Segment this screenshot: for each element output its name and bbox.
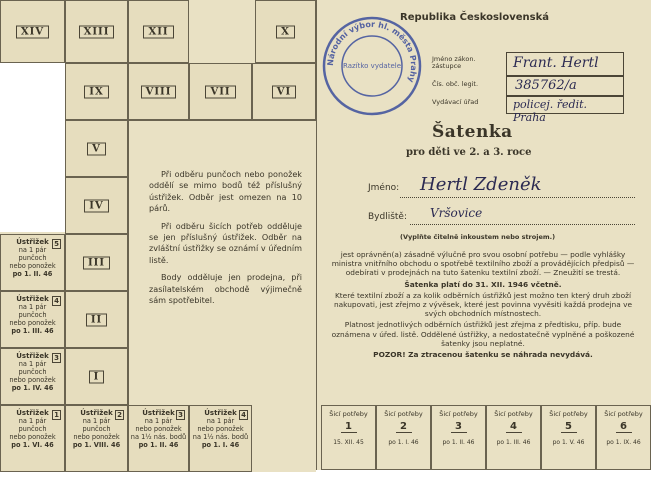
coupon-iii[interactable]: [65, 234, 128, 291]
coupon-title: Ústřižek: [80, 409, 113, 417]
coupon-line: nebo ponožek: [9, 262, 56, 270]
coupon-title: Ústřižek: [16, 238, 49, 246]
coupon-date: po 1. IV. 46: [11, 384, 54, 392]
sewing-number: 1: [341, 421, 357, 433]
coupon-line: punčoch: [18, 311, 47, 319]
coupon-title: Ústřižek: [204, 409, 237, 417]
coupon-index: 5: [54, 240, 59, 248]
sewing-number: 5: [561, 421, 577, 433]
sewing-label: Šicí potřeby: [329, 410, 368, 418]
coupon-line: na 1 pár: [18, 246, 47, 254]
warning-text: Za ztracenou šatenku se náhrada nevydává.: [408, 350, 593, 360]
sewing-date: po 1. II. 46: [442, 439, 475, 446]
coupon-xii[interactable]: [128, 0, 189, 63]
residence-underline: [410, 224, 635, 225]
coupon-ii[interactable]: [65, 291, 128, 348]
office-field[interactable]: [506, 96, 624, 124]
coupon-number: IX: [84, 85, 108, 98]
sewing-coupon[interactable]: [486, 405, 541, 470]
sewing-label: Šicí potřeby: [604, 410, 643, 418]
label-name: Jméno:: [368, 183, 400, 193]
coupon-index: 4: [54, 297, 59, 305]
coupon-line: na 1½ nás. bodů: [192, 433, 249, 441]
coupon-vii[interactable]: [189, 63, 252, 120]
sewing-number: 3: [451, 421, 467, 433]
name-underline: [400, 197, 635, 198]
coupon-title: Ústřižek: [16, 295, 49, 303]
label-residence: Bydliště:: [368, 212, 408, 222]
coupon-date: po 1. VIII. 46: [72, 441, 121, 449]
instructions-panel: [128, 120, 316, 435]
coupon-line: punčoch: [18, 425, 47, 433]
coupon-line: punčoch: [18, 368, 47, 376]
sewing-date: po 1. III. 46: [496, 439, 531, 446]
stamp-inner-text: Razítko vydatele: [343, 62, 401, 70]
coupon-number: XIII: [79, 25, 115, 38]
stocking-coupon[interactable]: [65, 405, 128, 472]
sewing-label: Šicí potřeby: [549, 410, 588, 418]
sewing-date: 15. XII. 45: [333, 439, 364, 446]
coupon-number: II: [86, 313, 107, 326]
sewing-coupon[interactable]: [596, 405, 651, 470]
sewing-number: 6: [616, 421, 632, 433]
name-value: Hertl Zdeněk: [420, 174, 542, 195]
warning-line: [328, 350, 638, 359]
coupon-line: nebo ponožek: [197, 425, 244, 433]
coupon-date: po 1. II. 46: [138, 441, 179, 449]
id-value: 385762/a: [515, 78, 577, 93]
coupon-number: X: [276, 25, 295, 38]
sewing-coupon-row: [316, 405, 651, 470]
coupon-i[interactable]: [65, 348, 128, 405]
coupon-line: nebo ponožek: [9, 376, 56, 384]
deputy-value: Frant. Hertl: [513, 55, 599, 71]
coupon-v[interactable]: [65, 120, 128, 177]
sewing-coupon[interactable]: [541, 405, 596, 470]
coupon-date: po 1. III. 46: [11, 327, 54, 335]
instruction-paragraph: Při odběru punčoch nebo ponožek oddělí se mimo bodů též příslušný ústřižek. Odběr jest omezen na 10 párů.: [149, 169, 302, 214]
coupon-xiv[interactable]: [0, 0, 65, 63]
body-paragraph: Platnost jednotlivých odběrních ústřižků jest zřejma z předtisku, příp. bude oznámena v úřed. listě. Oddělené ústřižky, a nedostatečně vyplněné a poškozené šatenky jsou neplatné.: [331, 320, 635, 348]
sewing-label: Šicí potřeby: [384, 410, 423, 418]
sewing-label: Šicí potřeby: [494, 410, 533, 418]
coupon-number: V: [87, 142, 106, 155]
coupon-line: na 1 pár: [144, 417, 173, 425]
coupon-index: 3: [54, 354, 59, 362]
coupon-date: po 1. I. 46: [201, 441, 240, 449]
coupon-index: 3: [178, 411, 183, 419]
coupon-index: 2: [117, 411, 122, 419]
sewing-coupon[interactable]: [376, 405, 431, 470]
fill-note: (Vyplňte čitelně inkoustem nebo strojem.): [400, 233, 556, 241]
coupon-line: na 1 pár: [18, 360, 47, 368]
coupon-viii[interactable]: [128, 63, 189, 120]
stocking-coupon[interactable]: [0, 234, 65, 291]
coupon-index: 4: [241, 411, 246, 419]
card-title: Šatenka: [432, 122, 513, 142]
body-paragraph: Které textilní zboží a za kolik odběrních ústřižků jest možno ten který druh zboží nakupovati, jest zřejmo z vývěsek, které jest povinna vyvěsiti každá prodejna ve svých obchodních místnostech.: [333, 290, 633, 319]
validity-line: Šatenka platí do 31. XII. 1946 včetně.: [404, 279, 562, 289]
coupon-title: Ústřižek: [16, 352, 49, 360]
coupon-number: VII: [205, 85, 235, 98]
coupon-line: nebo ponožek: [135, 425, 182, 433]
coupon-number: VIII: [141, 85, 177, 98]
coupon-title: Ústřižek: [142, 409, 175, 417]
body-paragraph: jest oprávněn(a) zásadně výlučně pro svou osobní potřebu — podle vyhlášky ministra vnitřního obchodu o spotřebě textilního zboží a provádějících předpisů — odebírati v prodejnách na tuto šatenku textilní zboží. — Zneužití se trestá.: [331, 250, 635, 278]
deputy-field[interactable]: [506, 52, 624, 76]
coupon-index: 1: [54, 411, 59, 419]
coupon-line: na 1 pár: [18, 417, 47, 425]
coupon-line: nebo ponožek: [9, 319, 56, 327]
coupon-date: po 1. VI. 46: [11, 441, 54, 449]
coupon-line: nebo ponožek: [73, 433, 120, 441]
coupon-number: III: [83, 256, 110, 269]
sewing-date: po 1. IX. 46: [606, 439, 641, 446]
coupon-xiii[interactable]: [65, 0, 128, 63]
coupon-number: XII: [143, 25, 173, 38]
coupon-iv[interactable]: [65, 177, 128, 234]
coupon-line: nebo ponožek: [9, 433, 56, 441]
card-subtitle: pro děti ve 2. a 3. roce: [406, 147, 532, 158]
stocking-coupon[interactable]: [0, 348, 65, 405]
coupon-date: po 1. II. 46: [12, 270, 53, 278]
coupon-line: na 1 pár: [206, 417, 235, 425]
sewing-date: po 1. V. 46: [552, 439, 585, 446]
instruction-paragraph: Body odděluje jen prodejna, při zasílatelském obchodě výjimečně sám spotřebitel.: [149, 272, 302, 306]
residence-value: Vršovice: [430, 206, 483, 220]
republic-header: Republika Československá: [400, 12, 549, 23]
sewing-number: 2: [396, 421, 412, 433]
warning-label: POZOR!: [373, 350, 406, 360]
coupon-x[interactable]: [255, 0, 316, 63]
coupon-line: na 1 pár: [82, 417, 111, 425]
stamp-outer-text: Národní výbor hl. města Prahy: [325, 19, 419, 84]
stocking-coupon[interactable]: [0, 291, 65, 348]
id-field[interactable]: [506, 76, 624, 96]
coupon-ix[interactable]: [65, 63, 128, 120]
sewing-number: 4: [506, 421, 522, 433]
label-deputy: Jméno zákon. zástupce: [432, 55, 476, 70]
coupon-number: VI: [272, 85, 296, 98]
coupon-line: na 1 pár: [18, 303, 47, 311]
office-stamp: [320, 14, 424, 118]
coupon-line: punčoch: [82, 425, 111, 433]
coupon-vi[interactable]: [252, 63, 316, 120]
sewing-label: Šicí potřeby: [439, 410, 478, 418]
stocking-coupon[interactable]: [0, 405, 65, 472]
sewing-coupon[interactable]: [431, 405, 486, 470]
instruction-paragraph: Při odběru šicích potřeb odděluje se jen příslušný ústřižek. Odběr na zvláštní ústřižky se oznámí v úředním listě.: [149, 220, 302, 265]
coupon-number: IV: [84, 199, 108, 212]
sewing-coupon[interactable]: [321, 405, 376, 470]
sewing-date: po 1. I. 46: [388, 439, 419, 446]
coupon-number: I: [89, 370, 105, 383]
label-office: Vydávací úřad: [432, 98, 479, 106]
office-value: policej. ředit. Praha: [513, 98, 588, 124]
label-id: Čís. obč. legit.: [432, 80, 479, 88]
coupon-number: XIV: [16, 25, 49, 38]
coupon-title: Ústřižek: [16, 409, 49, 417]
coupon-line: punčoch: [18, 254, 47, 262]
coupon-line: na 1½ nás. bodů: [130, 433, 187, 441]
card-body: [328, 250, 638, 361]
